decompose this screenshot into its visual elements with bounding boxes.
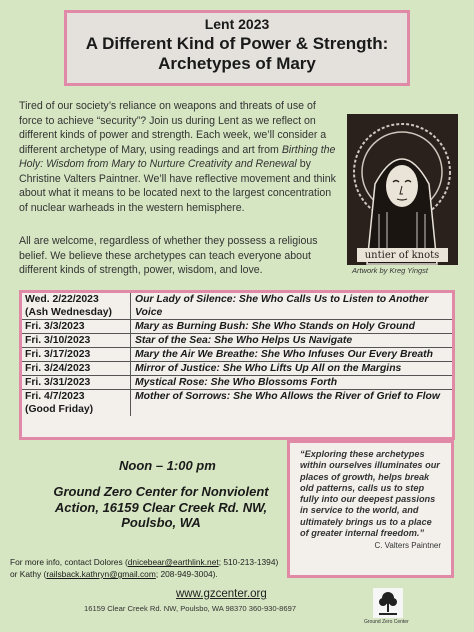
welcome-paragraph: All are welcome, regardless of whether they possess a religious belief. We believe these archetypes can teach everyone about different kinds of strength, power, wisdom, and love. [19,235,318,276]
schedule-title: Star of the Sea: She Who Helps Us Navigate [135,335,353,346]
logo-icon [373,588,403,618]
quote-box [287,440,454,578]
intro-text-b: by Christine Valters Paintner. We’ll have reflective movement and think about what it means to be located next to the largest concentration of nuclear warheads in the western hemisphere. [19,158,336,214]
schedule-date-cell [22,390,131,417]
intro-paragraph [19,99,341,215]
schedule-row [22,293,452,320]
schedule-title: Mirror of Justice: She Who Lifts Up All on the Margins [135,363,402,374]
email-link-kathy[interactable]: railsback.kathryn@gmail.com [46,569,156,579]
schedule-title: Mother of Sorrows: She Who Allows the River of Grief to Flow [135,391,440,402]
artwork-caption: untier of knots [364,250,440,261]
schedule-row [22,390,452,417]
gzc-logo [373,588,403,618]
website-link[interactable]: www.gzcenter.org [176,588,267,600]
schedule-row [22,376,452,390]
schedule-row [22,320,452,334]
schedule-date: Wed. 2/22/2023 [25,294,99,305]
contact-prefix: For more info, contact Dolores ( [10,557,128,567]
schedule-table [19,290,455,440]
schedule-title: Mary as Burning Bush: She Who Stands on Holy Ground [135,321,415,332]
event-time: Noon – 1:00 pm [119,458,216,473]
schedule-note: (Good Friday) [25,404,94,415]
schedule-date: Fri. 3/17/2023 [25,349,91,360]
event-location: Ground Zero Center for Nonviolent Action, 16159 Clear Creek Rd. NW, Poulsbo, WA [53,484,269,530]
schedule-date-cell [22,334,131,348]
schedule-date: Fri. 3/3/2023 [25,321,85,332]
quote-attribution: C. Valters Paintner [374,541,441,551]
schedule-date-cell [22,362,131,376]
schedule-date-cell [22,320,131,334]
contact-or: or Kathy ( [10,569,47,579]
schedule-date-cell [22,293,131,320]
schedule-title: Mystical Rose: She Who Blossoms Forth [135,377,338,388]
schedule-row [22,348,452,362]
intro-text-a: Tired of our society’s reliance on weapons and threats of use of force to achieve “security”? Join us during Lent as we reflect on different kinds of power and strength. Each week, we’ll consider a different archetype of Mary, using readings and art from [19,100,327,156]
logo-text: Ground Zero Center [364,619,409,625]
header-line1: Lent 2023 [204,16,270,32]
email-link-dolores[interactable]: dnicebear@earthlink.net [127,557,219,567]
schedule-title: Our Lady of Silence: She Who Calls Us to Listen to Another Voice [135,294,429,318]
artwork-svg [347,114,458,265]
schedule-date-cell [22,376,131,390]
schedule-date: Fri. 4/7/2023 [25,391,85,402]
book-title: Birthing the Holy: Wisdom from Mary to Nurture Creativity and Renewal [19,143,336,170]
footer-address: 16159 Clear Creek Rd. NW, Poulsbo, WA 98370 360-930-8697 [84,604,297,613]
schedule-date: Fri. 3/24/2023 [25,363,91,374]
schedule-title: Mary the Air We Breathe: She Who Infuses Our Every Breath [135,349,433,360]
schedule-row [22,334,452,348]
phone-dolores: ; 510-213-1394) [218,557,279,567]
header-subtitle: Archetypes of Mary [158,54,316,73]
schedule-date: Fri. 3/10/2023 [25,335,91,346]
schedule-note: (Ash Wednesday) [25,307,112,318]
schedule-date-cell [22,348,131,362]
quote-text: “Exploring these archetypes within ourselves illuminates our places of growth, helps break old patterns, calls us to step fully into our deepest passions in service to the world, and ultimately brings us to a place of greater internal freedom.” [300,449,440,539]
artwork-credit: Artwork by Kreg Yingst [352,266,429,275]
schedule-row [22,362,452,376]
artwork-image [347,114,458,265]
header-box [64,10,410,86]
header-title: A Different Kind of Power & Strength: [85,34,389,53]
phone-kathy: ; 208-949-3004). [155,569,218,579]
contact-info [10,556,290,580]
schedule-date: Fri. 3/31/2023 [25,377,91,388]
